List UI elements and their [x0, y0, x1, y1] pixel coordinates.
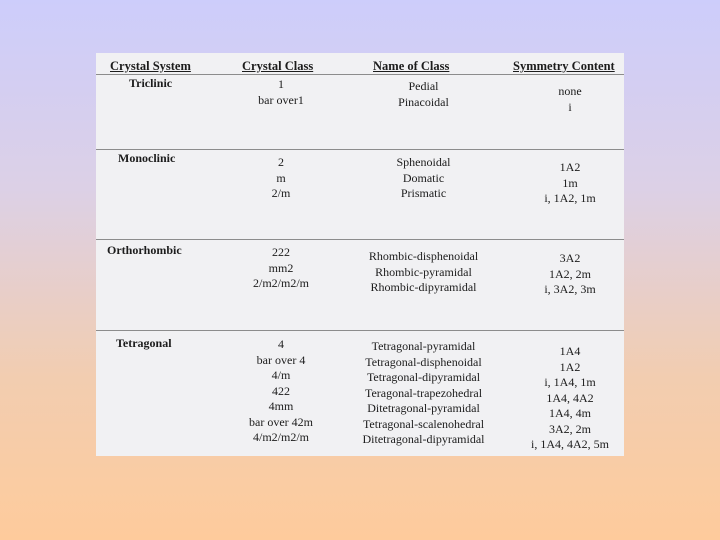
symmetry-cell: i, 3A2, 3m — [544, 282, 596, 296]
names-monoclinic — [336, 155, 511, 202]
symmetry-cell: 1m — [562, 175, 578, 190]
symmetry-cell: 1A2, 2m — [549, 266, 591, 281]
class-name-cell: Prismatic — [400, 186, 447, 200]
class-name-cell: Ditetragonal-pyramidal — [367, 401, 480, 415]
crystal-class-cell: m — [276, 170, 286, 185]
crystal-class-cell: 4/m — [271, 368, 291, 382]
crystal-class-cell: 4/m2/m2/m — [252, 430, 309, 444]
names-triclinic — [336, 79, 511, 110]
crystal-class-cell: 2/m — [271, 186, 291, 200]
row-separator — [96, 330, 624, 331]
class-name-cell: Ditetragonal-dipyramidal — [362, 432, 485, 446]
row-separator — [96, 239, 624, 240]
crystal-class-cell: bar over 4 — [256, 352, 306, 367]
class-name-cell: Tetragonal-pyramidal — [371, 339, 476, 353]
classes-orthorhombic — [226, 245, 336, 292]
symmetry-cell: i, 1A2, 1m — [544, 191, 596, 205]
header-crystal-system: Crystal System — [110, 59, 191, 73]
names-tetragonal — [336, 339, 511, 448]
system-monoclinic: Monoclinic — [118, 151, 176, 165]
symmetry-triclinic — [516, 84, 624, 115]
system-triclinic: Triclinic — [129, 76, 173, 90]
symmetry-cell: 1A2 — [559, 160, 581, 174]
symmetry-orthorhombic — [516, 251, 624, 298]
classes-triclinic — [226, 77, 336, 108]
crystal-class-cell: 422 — [272, 383, 290, 398]
crystal-class-cell: 222 — [272, 245, 290, 259]
header-symmetry-content: Symmetry Content — [513, 59, 615, 73]
class-name-cell: Tetragonal-dipyramidal — [366, 370, 481, 384]
scanned-table-photo — [96, 53, 624, 456]
class-name-cell: Tetragonal-disphenoidal — [365, 354, 482, 369]
crystal-class-cell: 4 — [278, 337, 284, 351]
symmetry-cell: 1A4, 4A2 — [546, 390, 594, 405]
symmetry-cell: i, 1A4, 1m — [544, 375, 596, 389]
crystal-class-cell: mm2 — [268, 260, 294, 275]
class-name-cell: Rhombic-dipyramidal — [370, 280, 477, 294]
class-name-cell: Sphenoidal — [396, 155, 451, 169]
names-orthorhombic — [336, 249, 511, 296]
row-separator — [96, 149, 624, 150]
crystal-class-cell: 2/m2/m2/m — [252, 276, 309, 290]
symmetry-monoclinic — [516, 160, 624, 207]
symmetry-cell: i — [568, 99, 572, 114]
symmetry-cell: 3A2, 2m — [549, 421, 591, 436]
crystal-class-cell: 4mm — [268, 399, 294, 413]
class-name-cell: Rhombic-disphenoidal — [368, 249, 479, 263]
system-orthorhombic: Orthorhombic — [107, 243, 182, 257]
class-name-cell: Rhombic-pyramidal — [375, 264, 472, 279]
system-tetragonal: Tetragonal — [116, 336, 172, 350]
class-name-cell: Tetragonal-scalenohedral — [362, 416, 485, 431]
crystal-class-cell: 1 — [278, 77, 284, 91]
crystal-class-cell: bar over1 — [258, 92, 304, 107]
symmetry-cell: i, 1A4, 4A2, 5m — [531, 437, 609, 451]
header-rule — [96, 74, 624, 75]
class-name-cell: Pedial — [408, 79, 439, 93]
class-name-cell: Teragonal-trapezohedral — [364, 385, 483, 400]
header-crystal-class: Crystal Class — [242, 59, 314, 73]
symmetry-cell: 1A4, 4m — [549, 406, 591, 420]
class-name-cell: Pinacoidal — [398, 94, 449, 109]
class-name-cell: Domatic — [402, 170, 445, 185]
symmetry-tetragonal — [516, 344, 624, 453]
symmetry-cell: none — [558, 84, 582, 98]
classes-tetragonal — [226, 337, 336, 446]
symmetry-cell: 1A4 — [559, 344, 581, 358]
symmetry-cell: 3A2 — [559, 251, 581, 265]
header-name-of-class: Name of Class — [373, 59, 450, 73]
crystal-class-cell: bar over 42m — [249, 414, 313, 429]
classes-monoclinic — [226, 155, 336, 202]
crystal-class-cell: 2 — [278, 155, 284, 169]
symmetry-cell: 1A2 — [559, 359, 581, 374]
